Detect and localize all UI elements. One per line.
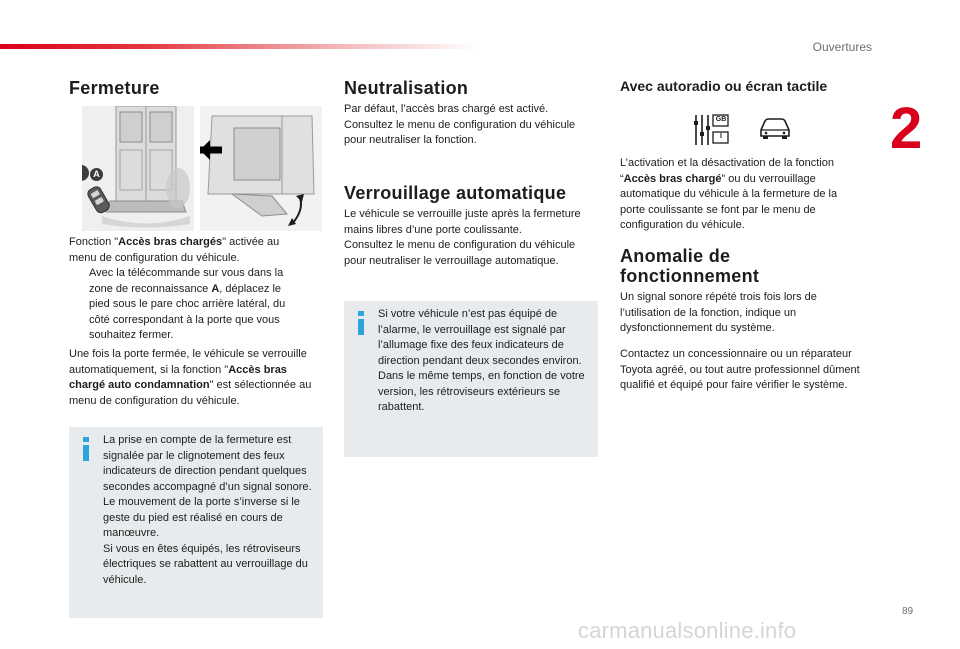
intro-bold: Accès bras chargés xyxy=(118,236,223,248)
info-text-fermeture: La prise en compte de la fermeture est signalée par le clignotement des feux indicateurs de direction pendant quelques secondes accompagné d’un signal sonore. Le mouvement de la porte s’inverse si le geste du pied est réalisé en cours de manœuvre. Si vous en êtes équipés, les rétroviseurs électriques se rabattent au verrouillage du véhicule. xyxy=(103,434,312,586)
para2-text-2: " est sélectionnée au menu de configuration du véhicule. xyxy=(69,379,312,407)
autoradio-text-1: L’activation et la désactivation de la fonction “ xyxy=(620,157,835,185)
icon-label-i: I xyxy=(720,133,722,140)
anomalie-text: Un signal sonore répété trois fois lors de l’utilisation de la fonction, indique un dysfonctionnement du système. xyxy=(620,291,817,334)
info-icon xyxy=(356,311,366,335)
heading-neutralisation: Neutralisation xyxy=(344,78,469,98)
info-text-alarme: Si votre véhicule n’est pas équipé de l’alarme, le verrouillage est signalé par l’allumage fixe des feux indicateurs de direction pendant deux secondes environ. Dans le même temps, en fonction de votre version, les rétroviseurs extérieurs se rabattent. xyxy=(378,308,585,413)
bullet-bold: A xyxy=(211,282,220,295)
watermark: carmanualsonline.info xyxy=(578,618,797,643)
para-verrouillage-auto xyxy=(69,347,315,409)
info-box-fermeture xyxy=(69,427,323,618)
bullet-step xyxy=(69,266,309,344)
heading-anomalie-line2: fonctionnement xyxy=(620,266,760,286)
heading-anomalie xyxy=(620,246,759,286)
page-number: 89 xyxy=(902,606,914,617)
bullet-text-2: , déplacez le pied sous le pare choc arrière latéral, du côté correspondant à la porte que vous souhaitez fermer. xyxy=(89,282,286,341)
autoradio-paragraph xyxy=(620,156,856,234)
para2-bold: Accès bras chargé auto condamnation xyxy=(69,363,287,391)
heading-autoradio: Avec autoradio ou écran tactile xyxy=(620,78,828,94)
chapter-number: 2 xyxy=(890,96,923,161)
header-accent-bar xyxy=(0,44,480,49)
autoradio-text-2: ” ou du verrouillage automatique du véhicule à la fermeture de la porte coulissante se font par le menu de configuration du véhicule. xyxy=(620,172,838,231)
info-icon xyxy=(81,437,91,461)
heading-anomalie-line1: Anomalie de xyxy=(620,246,731,266)
zone-label-a: A xyxy=(90,168,103,181)
para2-text-1: Une fois la porte fermée, le véhicule se verrouille automatiquement, si la fonction " xyxy=(69,348,307,376)
info-box-alarme xyxy=(344,301,598,457)
settings-sliders-icon xyxy=(694,112,730,146)
intro-rest: " activée au menu de configuration du véhicule. xyxy=(69,236,280,264)
verrouillage-text: Le véhicule se verrouille juste après la fermeture mains libres d’une porte coulissante. Consultez le menu de configuration du véhicule pour neutraliser le verrouillage automatique. xyxy=(344,208,581,267)
section-title: Ouvertures xyxy=(812,40,872,54)
contact-text: Contactez un concessionnaire ou un réparateur Toyota agréé, ou tout autre professionnel dûment qualifié et équipé pour faire vérifier le système. xyxy=(620,348,860,391)
bullet-text-1: Avec la télécommande sur vous dans la zone de reconnaissance xyxy=(89,267,284,295)
neutralisation-text: Par défaut, l’accès bras chargé est activé. Consultez le menu de configuration du véhicule pour neutraliser la fonction. xyxy=(344,103,576,146)
car-icon xyxy=(758,116,792,145)
intro-text: Fonction " xyxy=(69,236,119,248)
heading-verrouillage-automatique: Verrouillage automatique xyxy=(344,183,567,203)
intro-paragraph xyxy=(69,235,309,266)
van-illustration xyxy=(82,106,322,231)
autoradio-bold: Accès bras chargé xyxy=(623,172,722,185)
heading-fermeture: Fermeture xyxy=(69,78,160,98)
icon-label-gb: GB xyxy=(715,116,727,123)
